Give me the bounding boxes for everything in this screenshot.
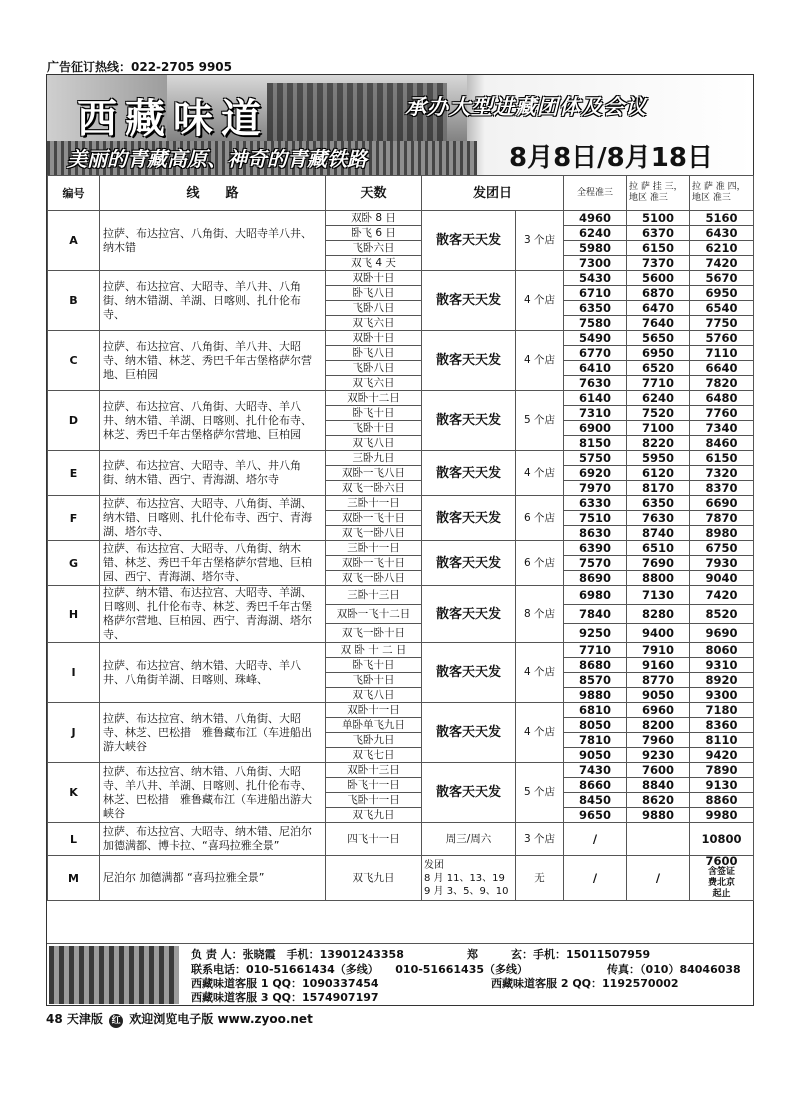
price-cell: 8450 — [564, 793, 627, 808]
trip-days: 四飞十一日 — [326, 823, 422, 856]
price-cell: 6770 — [564, 346, 627, 361]
table-row — [48, 643, 754, 658]
price-cell: 9880 — [627, 808, 690, 823]
trip-days: 双飞一卧六日 — [326, 481, 422, 496]
price-cell: 9300 — [690, 688, 754, 703]
departure-schedule: 散客天天发 — [422, 496, 516, 541]
departure-schedule: 散客天天发 — [422, 331, 516, 391]
price-cell: 7810 — [564, 733, 627, 748]
price-cell: 5750 — [564, 451, 627, 466]
price-cell: 10800 — [690, 823, 754, 856]
price-cell: 7570 — [564, 556, 627, 571]
price-cell: 7370 — [627, 256, 690, 271]
route-description: 拉萨、布达拉宫、纳木错、大昭寺、羊八井、八角街羊湖、日喀则、珠峰、 — [100, 643, 326, 703]
price-cell: 8220 — [627, 436, 690, 451]
price-cell: 9130 — [690, 778, 754, 793]
price-cell: 7820 — [690, 376, 754, 391]
price-cell: 5430 — [564, 271, 627, 286]
price-cell: 6120 — [627, 466, 690, 481]
price-cell: 8980 — [690, 526, 754, 541]
price-cell: 6900 — [564, 421, 627, 436]
route-code: B — [48, 271, 100, 331]
table-row — [48, 823, 754, 856]
price-cell: 6210 — [690, 241, 754, 256]
route-code: G — [48, 541, 100, 586]
route-description: 拉萨、布达拉宫、八角街、羊八井、大昭寺、纳木错、林芝、秀巴千年古堡格萨尔营地、巨柏园 — [100, 331, 326, 391]
price-cell: 8150 — [564, 436, 627, 451]
manager-contact: 负 责 人：张晓霞 手机：13901243358 — [191, 948, 404, 961]
phone-lines: 联系电话：010-51661434（多线） 010-51661435（多线） — [191, 963, 529, 976]
price-cell: 5600 — [627, 271, 690, 286]
price-cell: 6350 — [564, 301, 627, 316]
edition-name: 天津版 — [66, 1012, 103, 1026]
price-cell: 7960 — [627, 733, 690, 748]
price-cell: 7180 — [690, 703, 754, 718]
price-cell: 5980 — [564, 241, 627, 256]
price-cell: 9980 — [690, 808, 754, 823]
zheng-contact: 郑 玄：手机：15011507959 — [467, 948, 651, 961]
price-cell: 6540 — [690, 301, 754, 316]
route-description: 拉萨、布达拉宫、大昭寺、羊八井、八角街、纳木错湖、羊湖、日喀则、扎什伦布寺、 — [100, 271, 326, 331]
price-cell: 6350 — [627, 496, 690, 511]
price-cell: 7600 — [627, 763, 690, 778]
trip-days: 飞卧十日 — [326, 673, 422, 688]
header-price-1: 全程准三 — [564, 176, 627, 211]
shop-count: 4 个店 — [516, 331, 564, 391]
trip-days: 双飞一卧十日 — [326, 624, 422, 643]
price-cell: 5670 — [690, 271, 754, 286]
trip-days: 飞卧八日 — [326, 361, 422, 376]
price-cell: 9160 — [627, 658, 690, 673]
route-code: A — [48, 211, 100, 271]
trip-days: 飞卧八日 — [326, 301, 422, 316]
price-cell: 7760 — [690, 406, 754, 421]
trip-days: 双飞九日 — [326, 808, 422, 823]
trip-days: 卧飞十日 — [326, 406, 422, 421]
route-code: D — [48, 391, 100, 451]
price-cell: 6240 — [627, 391, 690, 406]
price-cell: 9250 — [564, 624, 627, 643]
shop-count: 4 个店 — [516, 451, 564, 496]
table-row — [48, 271, 754, 286]
price-cell — [627, 823, 690, 856]
price-cell: 8840 — [627, 778, 690, 793]
price-cell: 8920 — [690, 673, 754, 688]
departure-schedule: 散客天天发 — [422, 451, 516, 496]
qq-service-3: 西藏味道客服 3 QQ：1574907197 — [191, 991, 379, 1004]
departure-schedule: 散客天天发 — [422, 763, 516, 823]
price-cell: 9050 — [627, 688, 690, 703]
price-cell: 7310 — [564, 406, 627, 421]
price-cell: 6430 — [690, 226, 754, 241]
price-cell: / — [564, 823, 627, 856]
price-cell: 6810 — [564, 703, 627, 718]
price-cell: 6480 — [690, 391, 754, 406]
departure-line: 8 月 11、13、19 — [424, 872, 505, 884]
price-cell: 9690 — [690, 624, 754, 643]
trip-days: 三卧十三日 — [326, 586, 422, 605]
price-cell: 7110 — [690, 346, 754, 361]
price-cell: 6140 — [564, 391, 627, 406]
price-cell: 7970 — [564, 481, 627, 496]
departure-schedule: 散客天天发 — [422, 643, 516, 703]
price-cell: 7750 — [690, 316, 754, 331]
shop-count: 4 个店 — [516, 271, 564, 331]
prayer-wheels-image — [49, 946, 179, 1004]
trip-days: 飞卧十日 — [326, 421, 422, 436]
trip-days: 飞卧十一日 — [326, 793, 422, 808]
price-cell: 9040 — [690, 571, 754, 586]
price-cell: / — [627, 856, 690, 901]
price-cell: 6510 — [627, 541, 690, 556]
departure-schedule: 散客天天发 — [422, 211, 516, 271]
route-code: C — [48, 331, 100, 391]
price-cell: 8170 — [627, 481, 690, 496]
price-cell: 8630 — [564, 526, 627, 541]
trip-days: 双飞七日 — [326, 748, 422, 763]
price-table — [47, 175, 754, 901]
price-cell: 7520 — [627, 406, 690, 421]
trip-days: 卧飞十一日 — [326, 778, 422, 793]
price-cell: 6950 — [690, 286, 754, 301]
table-row — [48, 541, 754, 556]
price-cell: 9310 — [690, 658, 754, 673]
price-cell: 6710 — [564, 286, 627, 301]
price-cell: 7130 — [627, 586, 690, 605]
trip-days: 双卧一飞十二日 — [326, 605, 422, 624]
price-cell — [690, 856, 754, 901]
ad-frame — [46, 74, 754, 1006]
price-cell: 7840 — [564, 605, 627, 624]
price-cell: 9400 — [627, 624, 690, 643]
trip-days: 双卧十二日 — [326, 391, 422, 406]
departure-schedule: 散客天天发 — [422, 271, 516, 331]
header-route: 线 路 — [100, 176, 326, 211]
table-header — [48, 176, 754, 211]
route-description: 拉萨、布达拉宫、大昭寺、羊八、井八角街、纳木错、西宁、青海湖、塔尔寺 — [100, 451, 326, 496]
trip-days: 单卧单飞九日 — [326, 718, 422, 733]
trip-days: 双飞一卧八日 — [326, 571, 422, 586]
price-note-line: 费北京 — [708, 878, 736, 888]
price-cell: 6980 — [564, 586, 627, 605]
route-code: J — [48, 703, 100, 763]
header-depart: 发团日 — [422, 176, 564, 211]
trip-days: 双卧 8 日 — [326, 211, 422, 226]
route-description: 拉萨、纳木错、布达拉宫、大昭寺、羊湖、日喀则、扎什伦布寺、林芝、秀巴千年古堡格萨尔营地、巨柏园、西宁、青海湖、塔尔寺、 — [100, 586, 326, 643]
table-row — [48, 391, 754, 406]
table-row — [48, 856, 754, 901]
price-cell: 6920 — [564, 466, 627, 481]
price-cell: 7630 — [564, 376, 627, 391]
trip-days: 双卧十日 — [326, 331, 422, 346]
price-cell: 6390 — [564, 541, 627, 556]
shop-count: 8 个店 — [516, 586, 564, 643]
price-cell: 8280 — [627, 605, 690, 624]
route-description: 拉萨、布达拉宫、八角街、大昭寺羊八井、纳木错 — [100, 211, 326, 271]
trip-days: 三卧十一日 — [326, 541, 422, 556]
banner-slogan: 美丽的青藏高原、神奇的青藏铁路 — [67, 147, 367, 171]
price-cell: 7420 — [690, 586, 754, 605]
price-cell: 6330 — [564, 496, 627, 511]
price-cell: 7890 — [690, 763, 754, 778]
route-description: 拉萨、布达拉宫、纳木错、八角街、大昭寺、林芝、巴松措 雅鲁藏布江（车进船出游大峡谷 — [100, 703, 326, 763]
trip-days: 三卧十一日 — [326, 496, 422, 511]
route-description: 拉萨、布达拉宫、大昭寺、纳木错、尼泊尔加德满都、博卡拉、“喜玛拉雅全景” — [100, 823, 326, 856]
banner-service: 承办大型进藏团体及会议 — [405, 95, 647, 119]
trip-days: 双卧十日 — [326, 271, 422, 286]
price-cell: 5160 — [690, 211, 754, 226]
qq-service-1: 西藏味道客服 1 QQ：1090337454 — [191, 977, 379, 990]
price-cell: 7640 — [627, 316, 690, 331]
trip-days: 卧飞八日 — [326, 346, 422, 361]
site-url: www.zyoo.net — [217, 1012, 313, 1026]
price-cell: 7710 — [627, 376, 690, 391]
route-code: H — [48, 586, 100, 643]
price-cell: 7710 — [564, 643, 627, 658]
price-cell: 6640 — [690, 361, 754, 376]
trip-days: 双飞六日 — [326, 316, 422, 331]
route-description: 拉萨、布达拉宫、八角街、大昭寺、羊八井、纳木错、羊湖、日喀则、扎什伦布寺、林芝、秀巴千年古堡格萨尔营地、巨柏园 — [100, 391, 326, 451]
price-note-line: 起止 — [712, 889, 731, 899]
price-cell: 5760 — [690, 331, 754, 346]
price-cell: 6150 — [690, 451, 754, 466]
price-cell: 5950 — [627, 451, 690, 466]
price-cell: 7430 — [564, 763, 627, 778]
shop-count: 3 个店 — [516, 823, 564, 856]
departure-schedule: 散客天天发 — [422, 703, 516, 763]
departure-line: 发团 — [424, 859, 444, 871]
trip-days: 双飞一卧八日 — [326, 526, 422, 541]
table-row — [48, 331, 754, 346]
trip-days: 双飞八日 — [326, 436, 422, 451]
shop-count: 6 个店 — [516, 541, 564, 586]
trip-days: 双飞八日 — [326, 688, 422, 703]
table-row — [48, 496, 754, 511]
trip-days: 双飞六日 — [326, 376, 422, 391]
price-cell: 7340 — [690, 421, 754, 436]
price-cell: 8860 — [690, 793, 754, 808]
price-cell: 7870 — [690, 511, 754, 526]
price-cell: 5100 — [627, 211, 690, 226]
trip-days: 双卧一飞十日 — [326, 511, 422, 526]
price-cell: 6520 — [627, 361, 690, 376]
route-description: 拉萨、布达拉宫、大昭寺、八角街、羊湖、纳木错、日喀则、扎什伦布寺、西宁、青海湖、塔尔寺、 — [100, 496, 326, 541]
trip-days: 卧飞八日 — [326, 286, 422, 301]
price-cell: 7100 — [627, 421, 690, 436]
route-description: 拉萨、布达拉宫、纳木错、八角街、大昭寺、羊八井、羊湖、日喀则、扎什伦布寺、林芝、巴松措 雅鲁藏布江（车进船出游大峡谷 — [100, 763, 326, 823]
price-note-line: 含签证 — [708, 867, 736, 877]
price-cell: 8110 — [690, 733, 754, 748]
departure-schedule: 散客天天发 — [422, 541, 516, 586]
trip-days: 飞卧六日 — [326, 241, 422, 256]
price-cell: 8360 — [690, 718, 754, 733]
price-cell: 9230 — [627, 748, 690, 763]
price-cell: 6960 — [627, 703, 690, 718]
route-code: F — [48, 496, 100, 541]
price-cell: 7580 — [564, 316, 627, 331]
shop-count: 6 个店 — [516, 496, 564, 541]
shop-count: 无 — [516, 856, 564, 901]
header-code: 编号 — [48, 176, 100, 211]
price-cell: 6690 — [690, 496, 754, 511]
price-cell: 9650 — [564, 808, 627, 823]
price-cell: 5650 — [627, 331, 690, 346]
shop-count: 4 个店 — [516, 643, 564, 703]
price-cell: 5490 — [564, 331, 627, 346]
price-cell: 8370 — [690, 481, 754, 496]
price-cell: 6240 — [564, 226, 627, 241]
header-days: 天数 — [326, 176, 422, 211]
price-cell: 6470 — [627, 301, 690, 316]
price-cell: 7510 — [564, 511, 627, 526]
price-cell: 8570 — [564, 673, 627, 688]
trip-days: 三卧九日 — [326, 451, 422, 466]
edition-badge-icon: 红 — [109, 1014, 123, 1028]
qq-service-2: 西藏味道客服 2 QQ：1192570002 — [491, 977, 679, 990]
price-cell: 8690 — [564, 571, 627, 586]
price-note-line: 7600 — [705, 855, 738, 868]
price-cell: 6750 — [690, 541, 754, 556]
trip-days: 卧飞 6 日 — [326, 226, 422, 241]
header-price-2: 拉 萨 挂 三，地区 准三 — [627, 176, 690, 211]
price-cell: 9050 — [564, 748, 627, 763]
price-cell: 8740 — [627, 526, 690, 541]
departure-schedule — [422, 856, 516, 901]
ebook-text: 欢迎浏览电子版 — [129, 1012, 214, 1026]
price-cell: 8660 — [564, 778, 627, 793]
price-cell: 7910 — [627, 643, 690, 658]
price-cell: 6150 — [627, 241, 690, 256]
price-cell: 8050 — [564, 718, 627, 733]
route-code: L — [48, 823, 100, 856]
table-row — [48, 211, 754, 226]
page-footer — [46, 1010, 313, 1028]
route-code: E — [48, 451, 100, 496]
trip-days: 双飞 4 天 — [326, 256, 422, 271]
price-cell: 7320 — [690, 466, 754, 481]
price-cell: 6870 — [627, 286, 690, 301]
shop-count: 3 个店 — [516, 211, 564, 271]
fax-number: 传真：（010）84046038 — [607, 963, 741, 976]
price-cell: 9420 — [690, 748, 754, 763]
table-row — [48, 703, 754, 718]
ad-hotline: 广告征订热线：022-2705 9905 — [47, 60, 233, 74]
brand-title: 西藏味道 — [77, 95, 269, 142]
price-cell: 7690 — [627, 556, 690, 571]
route-code: I — [48, 643, 100, 703]
trip-days: 双 卧 十 二 日 — [326, 643, 422, 658]
price-cell: 8680 — [564, 658, 627, 673]
trip-days: 双卧十三日 — [326, 763, 422, 778]
table-row — [48, 763, 754, 778]
trip-days: 双卧十一日 — [326, 703, 422, 718]
price-cell: 6410 — [564, 361, 627, 376]
price-cell: 8460 — [690, 436, 754, 451]
price-cell: 8200 — [627, 718, 690, 733]
trip-days: 双卧一飞八日 — [326, 466, 422, 481]
departure-schedule: 散客天天发 — [422, 391, 516, 451]
price-cell: 7630 — [627, 511, 690, 526]
price-cell: 9880 — [564, 688, 627, 703]
price-cell: 8620 — [627, 793, 690, 808]
price-cell: 6370 — [627, 226, 690, 241]
banner — [47, 75, 753, 175]
route-code: K — [48, 763, 100, 823]
shop-count: 5 个店 — [516, 763, 564, 823]
contact-footer — [47, 943, 753, 1006]
price-cell: 7300 — [564, 256, 627, 271]
trip-days: 飞卧九日 — [326, 733, 422, 748]
price-cell: 8800 — [627, 571, 690, 586]
page-number: 48 — [46, 1012, 63, 1026]
departure-schedule: 周三/周六 — [422, 823, 516, 856]
trip-days: 双卧一飞十日 — [326, 556, 422, 571]
trip-days: 卧飞十日 — [326, 658, 422, 673]
route-description: 尼泊尔 加德满都 “喜玛拉雅全景” — [100, 856, 326, 901]
price-cell: 7930 — [690, 556, 754, 571]
price-cell: 8520 — [690, 605, 754, 624]
table-row — [48, 451, 754, 466]
price-cell: 8060 — [690, 643, 754, 658]
banner-dates: 8月8日/8月18日 — [509, 143, 713, 173]
price-cell: / — [564, 856, 627, 901]
price-cell: 6950 — [627, 346, 690, 361]
departure-line: 9 月 3、5、9、10 — [424, 885, 509, 897]
price-cell: 8770 — [627, 673, 690, 688]
departure-schedule: 散客天天发 — [422, 586, 516, 643]
price-cell: 4960 — [564, 211, 627, 226]
route-code: M — [48, 856, 100, 901]
route-description: 拉萨、布达拉宫、大昭寺、八角街、纳木错、林芝、秀巴千年古堡格萨尔营地、巨柏园、西宁、青海湖、塔尔寺、 — [100, 541, 326, 586]
trip-days: 双飞九日 — [326, 856, 422, 901]
header-price-3: 拉 萨 准 四，地区 准三 — [690, 176, 754, 211]
table-row — [48, 586, 754, 605]
shop-count: 5 个店 — [516, 391, 564, 451]
price-cell: 7420 — [690, 256, 754, 271]
shop-count: 4 个店 — [516, 703, 564, 763]
